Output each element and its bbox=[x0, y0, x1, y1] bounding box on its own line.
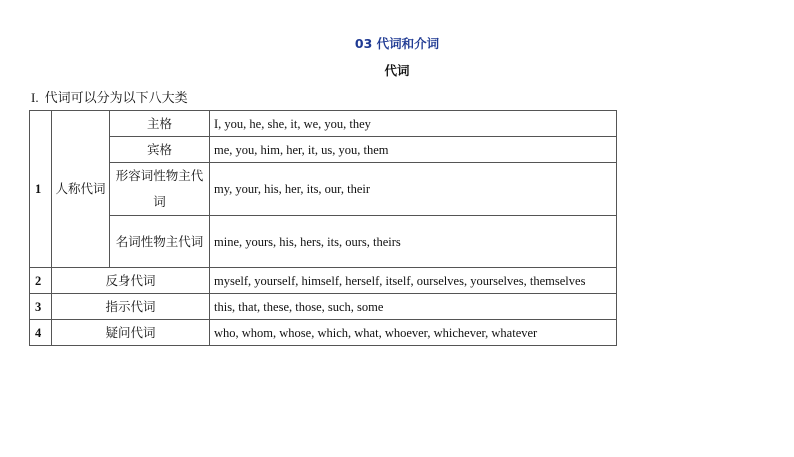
pronoun-table bbox=[29, 110, 617, 346]
category-label: 反身代词 bbox=[52, 268, 210, 294]
table-row bbox=[30, 294, 617, 320]
table-row bbox=[30, 137, 617, 163]
examples-cell: mine, yours, his, hers, its, ours, theirs bbox=[210, 216, 617, 268]
document-title: 03 代词和介词 bbox=[354, 36, 440, 51]
examples-cell: my, your, his, her, its, our, their bbox=[210, 163, 617, 216]
section-text: 代词可以分为以下八大类 bbox=[44, 91, 188, 106]
subcategory-label: 主格 bbox=[110, 111, 210, 137]
row-number: 1 bbox=[30, 111, 52, 268]
category-label: 疑问代词 bbox=[52, 320, 210, 346]
subcategory-label: 形容词性物主代词 bbox=[110, 163, 210, 216]
table-row bbox=[30, 268, 617, 294]
table-row bbox=[30, 216, 617, 268]
category-label: 人称代词 bbox=[52, 111, 110, 268]
table-row bbox=[30, 320, 617, 346]
examples-cell: this, that, these, those, such, some bbox=[210, 294, 617, 320]
section-number: I. bbox=[31, 90, 39, 105]
document-subtitle: 代词 bbox=[384, 63, 410, 78]
examples-cell: me, you, him, her, it, us, you, them bbox=[210, 137, 617, 163]
examples-cell: I, you, he, she, it, we, you, they bbox=[210, 111, 617, 137]
section-heading bbox=[31, 87, 188, 106]
row-number: 2 bbox=[30, 268, 52, 294]
subcategory-label: 名词性物主代词 bbox=[110, 216, 210, 268]
examples-cell: who, whom, whose, which, what, whoever, whichever, whatever bbox=[210, 320, 617, 346]
subcategory-label: 宾格 bbox=[110, 137, 210, 163]
table-row bbox=[30, 111, 617, 137]
table-row bbox=[30, 163, 617, 216]
row-number: 3 bbox=[30, 294, 52, 320]
row-number: 4 bbox=[30, 320, 52, 346]
category-label: 指示代词 bbox=[52, 294, 210, 320]
examples-cell: myself, yourself, himself, herself, itself, ourselves, yourselves, themselves bbox=[210, 268, 617, 294]
